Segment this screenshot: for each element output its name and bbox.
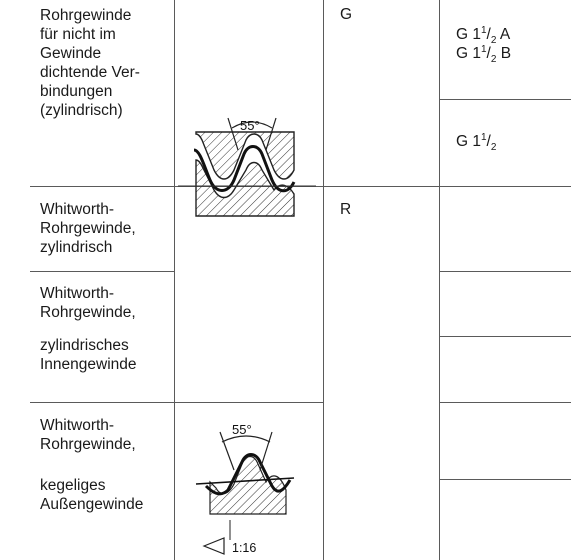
example-g-b — [456, 25, 512, 66]
col-divider-1 — [174, 0, 175, 560]
row-label-whitworth-cyl: Whitworth- Rohrgewinde, zylindrisch — [40, 201, 136, 256]
symbol-g: G — [340, 6, 353, 23]
row-divider-col4-a — [439, 99, 571, 100]
angle-label-bottom: 55° — [232, 422, 252, 437]
col-divider-3 — [439, 0, 440, 560]
tapered-thread-hatch — [210, 457, 286, 515]
fraction-half: $^1/_2$ — [480, 43, 497, 66]
fraction-half: $^1/_2$ — [480, 24, 497, 47]
tapered-thread-drawing — [176, 410, 321, 558]
example-g — [456, 113, 497, 154]
row-divider-col4-e — [439, 479, 571, 480]
row-divider-col1-b — [30, 402, 324, 403]
row-label-whitworth-cyl-inner-a: Whitworth- Rohrgewinde, — [40, 285, 136, 321]
example-g-b-suffix: B — [496, 45, 512, 62]
angle-line-right-2 — [260, 432, 272, 470]
example-g-a-suffix: A — [496, 26, 511, 43]
row-divider-col1-a — [30, 271, 175, 272]
fraction-numerator: 1 — [480, 43, 487, 55]
row-divider-col4-b — [439, 271, 571, 272]
angle-label-top: 55° — [240, 118, 260, 133]
row-label-whitworth-cyl-inner-b: zylindrisches Innengewinde — [40, 337, 137, 373]
fraction-numerator: 1 — [480, 24, 487, 36]
example-g-prefix: G 1 — [456, 133, 481, 150]
fraction-numerator: 1 — [480, 131, 487, 143]
taper-symbol-icon — [204, 538, 224, 554]
fraction-denominator: 2 — [490, 142, 497, 154]
row-label-pipe-thread: Rohrgewinde für nicht im Gewinde dichtende Ver- bindungen (zylindrisch) — [40, 7, 140, 119]
row-label-whitworth-taper-b: kegeliges Außengewinde — [40, 477, 144, 513]
fraction-half: $^1/_2$ — [480, 131, 497, 154]
row-label-whitworth-taper-a: Whitworth- Rohrgewinde, — [40, 417, 136, 453]
symbol-r: R — [340, 201, 352, 218]
example-g-prefix: G 1 — [456, 45, 481, 62]
row-divider-col4-d — [439, 402, 571, 403]
col-divider-2 — [323, 0, 324, 560]
fraction-denominator: 2 — [490, 54, 497, 66]
cylindrical-thread-drawing — [176, 110, 321, 225]
row-divider-col4-c — [439, 336, 571, 337]
taper-label: 1:16 — [232, 541, 257, 555]
example-g-prefix: G 1 — [456, 26, 481, 43]
fraction-denominator: 2 — [490, 35, 497, 47]
